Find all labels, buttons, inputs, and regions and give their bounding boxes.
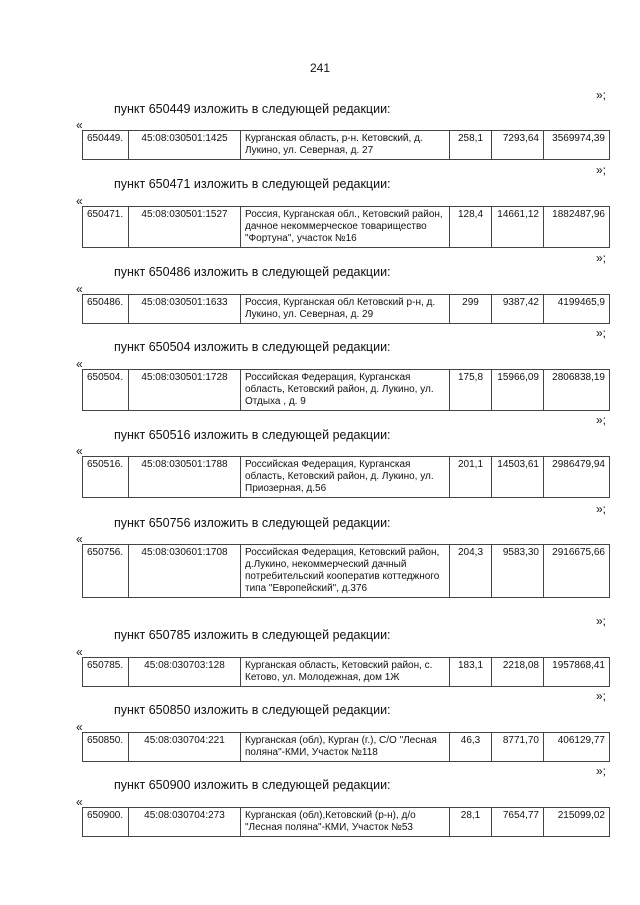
entry-table [82,732,610,762]
address-cell: Российская Федерация, Курганская область, Кетовский район, д. Лукино, ул. Отдыха , д. 9 [241,370,450,411]
entry-table [82,807,610,837]
cadastral-number-cell: 45:08:030704:273 [129,808,241,837]
rate-cell: 7293,64 [492,131,544,160]
table-row [83,545,610,598]
address-cell: Российская Федерация, Курганская область, Кетовский район, д. Лукино, ул. Приозерная, д.56 [241,457,450,498]
rate-cell: 14503,61 [492,457,544,498]
value-cell: 2806838,19 [544,370,610,411]
closing-quote: »; [595,502,606,516]
table-row [83,658,610,687]
address-cell: Россия, Курганская обл., Кетовский район, дачное некоммерческое товарищество "Фортуна", участок №16 [241,207,450,248]
rate-cell: 9387,42 [492,295,544,324]
rate-cell: 15966,09 [492,370,544,411]
cadastral-number-cell: 45:08:030501:1788 [129,457,241,498]
table-row [83,808,610,837]
page-number: 241 [309,61,331,75]
closing-quote: »; [595,326,606,340]
closing-quote: »; [595,689,606,703]
section-heading: пункт 650516 изложить в следующей редакции: [114,428,391,442]
area-cell: 299 [450,295,492,324]
area-cell: 175,8 [450,370,492,411]
area-cell: 46,3 [450,733,492,762]
entry-table [82,657,610,687]
closing-quote: »; [595,413,606,427]
opening-quote: « [76,444,83,458]
area-cell: 128,4 [450,207,492,248]
address-cell: Курганская (обл), Курган (г.), С/О "Лесная поляна"-КМИ, Участок №118 [241,733,450,762]
cadastral-number-cell: 45:08:030501:1425 [129,131,241,160]
cadastral-number-cell: 45:08:030704:221 [129,733,241,762]
address-cell: Курганская область, Кетовский район, с. Кетово, ул. Молодежная, дом 1Ж [241,658,450,687]
entry-table [82,294,610,324]
opening-quote: « [76,795,83,809]
table-row [83,295,610,324]
section-heading: пункт 650504 изложить в следующей редакции: [114,340,391,354]
rate-cell: 14661,12 [492,207,544,248]
rate-cell: 7654,77 [492,808,544,837]
closing-quote: »; [595,251,606,265]
rate-cell: 8771,70 [492,733,544,762]
area-cell: 201,1 [450,457,492,498]
section-heading: пункт 650850 изложить в следующей редакции: [114,703,391,717]
section-heading: пункт 650471 изложить в следующей редакции: [114,177,391,191]
entry-table [82,369,610,411]
area-cell: 183,1 [450,658,492,687]
area-cell: 258,1 [450,131,492,160]
cadastral-number-cell: 45:08:030501:1633 [129,295,241,324]
rate-cell: 2218,08 [492,658,544,687]
opening-quote: « [76,357,83,371]
cadastral-number-cell: 45:08:030703:128 [129,658,241,687]
entry-table [82,206,610,248]
value-cell: 4199465,9 [544,295,610,324]
opening-quote: « [76,532,83,546]
value-cell: 2986479,94 [544,457,610,498]
value-cell: 215099,02 [544,808,610,837]
address-cell: Россия, Курганская обл Кетовский р-н, д. Лукино, ул. Северная, д. 29 [241,295,450,324]
rate-cell: 9583,30 [492,545,544,598]
item-number-cell: 650471. [83,207,129,248]
table-row [83,733,610,762]
section-heading: пункт 650900 изложить в следующей редакции: [114,778,391,792]
item-number-cell: 650756. [83,545,129,598]
cadastral-number-cell: 45:08:030601:1708 [129,545,241,598]
opening-quote: « [76,645,83,659]
section-heading: пункт 650756 изложить в следующей редакции: [114,516,391,530]
item-number-cell: 650486. [83,295,129,324]
item-number-cell: 650504. [83,370,129,411]
entry-table [82,456,610,498]
item-number-cell: 650516. [83,457,129,498]
address-cell: Курганская область, р-н. Кетовский, д. Лукино, ул. Северная, д. 27 [241,131,450,160]
section-heading: пункт 650785 изложить в следующей редакции: [114,628,391,642]
opening-quote: « [76,118,83,132]
value-cell: 406129,77 [544,733,610,762]
value-cell: 2916675,66 [544,545,610,598]
closing-quote: »; [595,163,606,177]
closing-quote: »; [595,88,606,102]
entry-table [82,544,610,598]
item-number-cell: 650850. [83,733,129,762]
opening-quote: « [76,720,83,734]
item-number-cell: 650785. [83,658,129,687]
value-cell: 1957868,41 [544,658,610,687]
section-heading: пункт 650449 изложить в следующей редакции: [114,102,391,116]
cadastral-number-cell: 45:08:030501:1728 [129,370,241,411]
cadastral-number-cell: 45:08:030501:1527 [129,207,241,248]
table-row [83,370,610,411]
address-cell: Российская Федерация, Кетовский район, д.Лукино, некоммерческий дачный потребительский кооператив коттеджного типа "Европейский", д.376 [241,545,450,598]
section-heading: пункт 650486 изложить в следующей редакции: [114,265,391,279]
opening-quote: « [76,282,83,296]
address-cell: Курганская (обл),Кетовский (р-н), д/о "Лесная поляна"-КМИ, Участок №53 [241,808,450,837]
area-cell: 204,3 [450,545,492,598]
value-cell: 1882487,96 [544,207,610,248]
item-number-cell: 650449. [83,131,129,160]
opening-quote: « [76,194,83,208]
value-cell: 3569974,39 [544,131,610,160]
item-number-cell: 650900. [83,808,129,837]
area-cell: 28,1 [450,808,492,837]
table-row [83,131,610,160]
closing-quote: »; [595,614,606,628]
table-row [83,207,610,248]
table-row [83,457,610,498]
closing-quote: »; [595,764,606,778]
entry-table [82,130,610,160]
